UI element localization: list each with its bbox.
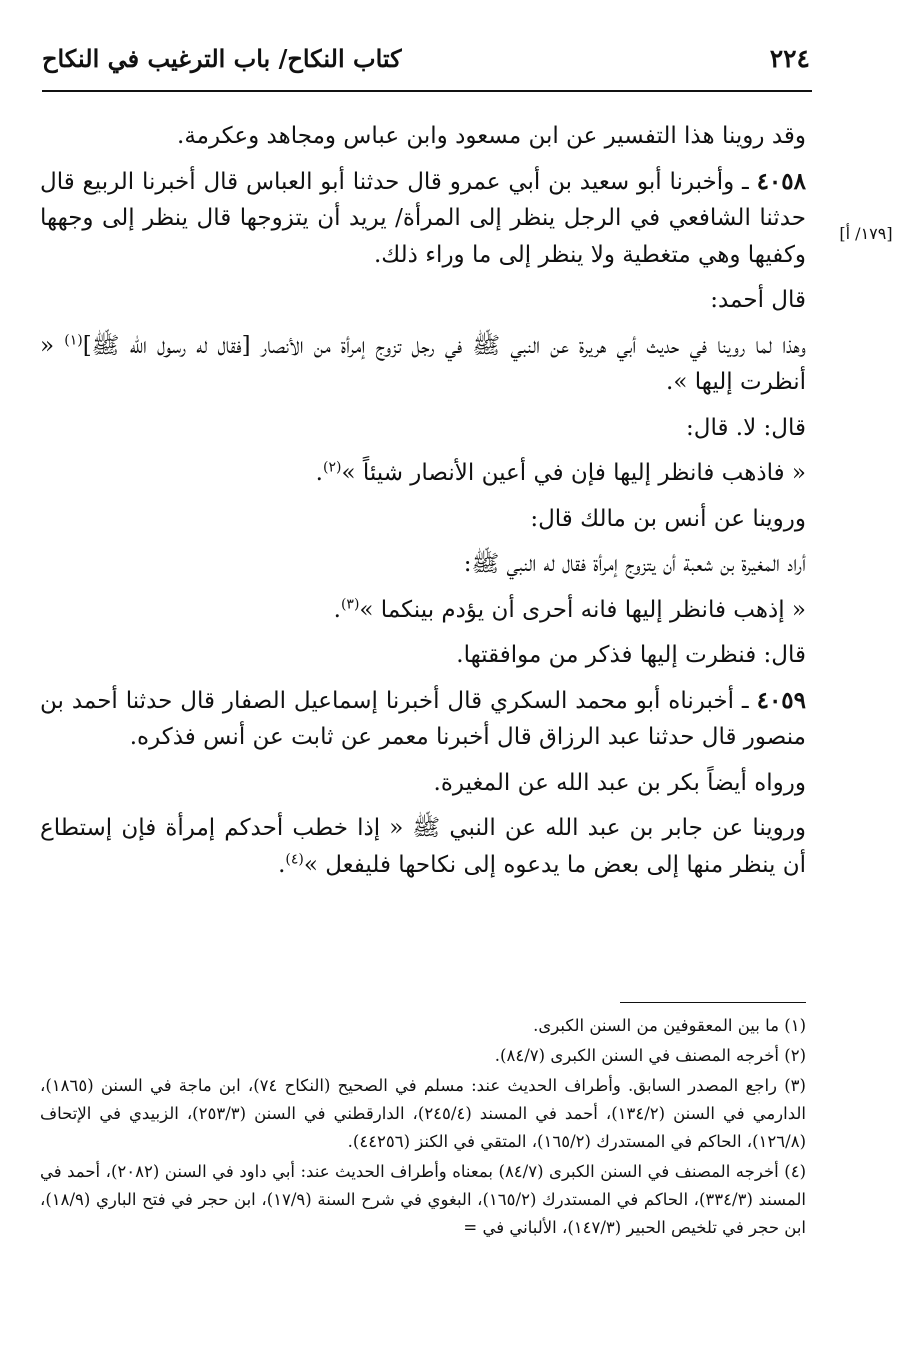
footnote-mark: (١) [784, 1016, 806, 1035]
footnote-mark: (٣) [784, 1076, 806, 1095]
footnote-divider [620, 1002, 806, 1003]
footnote-text: أخرجه المصنف في السنن الكبرى (٨٤/٧) بمعناه وأطراف الحديث عند: أبي داود في السنن (٢٠٨٢)، أحمد في المسند (٣٣٤/٣)، الحاكم في المستدرك (١٦٥/٢)، البغوي في شرح السنة (١٧/٩)، ابن حجر في فتح الباري (١٨/٩)، ابن حجر في تلخيص الحبير (١٤٧/٣)، الألباني في = [40, 1162, 806, 1237]
paragraph-text: وروينا عن أنس بن مالك قال: [530, 505, 806, 532]
page-header [42, 38, 810, 90]
paragraph [40, 118, 806, 155]
paragraph-text: قال: فنظرت إليها فذكر من موافقتها. [456, 642, 806, 668]
footnote-marker[interactable]: (٣) [340, 595, 360, 612]
paragraph-text-tail: . [333, 596, 341, 623]
hadith-number: ٤٠٥٩ [756, 686, 807, 714]
header-divider [42, 90, 812, 92]
paragraph-text: وروينا عن جابر بن عبد الله عن النبي ﷺ « إذا خطب أحدكم إمرأة فإن إستطاع أن ينظر منها إلى بعض ما يدعوه إلى نكاحها فليفعل » [40, 815, 806, 878]
paragraph [40, 501, 806, 538]
footnote-marker[interactable]: (٤) [285, 850, 304, 867]
footnote-marker[interactable]: (١) [64, 331, 83, 348]
footnote [40, 1072, 806, 1156]
paragraph [40, 637, 806, 674]
paragraph [40, 328, 806, 401]
paragraph [40, 410, 806, 447]
paragraph-text: ـ وأخبرنا أبو سعيد بن أبي عمرو قال حدثنا أبو العباس قال أخبرنا الربيع قال حدثنا الشافعي في الرجل ينظر إلى المرأة/ يريد أن يتزوجها قال ينظر إلى وجهها وكفيها وهي متغطية ولا ينظر إلى ما وراء ذلك. [40, 168, 806, 268]
paragraph [40, 282, 806, 319]
margin-folio-note: [١٧٩/ أ] [839, 224, 893, 243]
footnote [40, 1042, 806, 1070]
paragraph [40, 455, 806, 492]
hadith-number: ٤٠٥٨ [756, 167, 806, 195]
paragraph-text: قال أحمد: [710, 287, 806, 313]
footnote-text: ما بين المعقوفين من السنن الكبرى. [533, 1016, 779, 1035]
paragraph-text-tail: « أنظرت إليها ». [40, 332, 806, 395]
paragraph-text: وقد روينا هذا التفسير عن ابن مسعود وابن عباس ومجاهد وعكرمة. [177, 123, 806, 149]
paragraph [40, 592, 806, 629]
footnote [40, 1158, 806, 1242]
footnote-mark: (٢) [784, 1046, 806, 1065]
main-text [40, 118, 806, 892]
footnote-mark: (٤) [784, 1162, 806, 1181]
paragraph-text: « فاذهب فانظر إليها فإن في أعين الأنصار شيئاً » [341, 460, 806, 486]
paragraph-text: ـ أخبرناه أبو محمد السكري قال أخبرنا إسماعيل الصفار قال حدثنا أحمد بن منصور قال حدثنا عبد الرزاق قال أخبرنا معمر عن ثابت عن أنس فذكره. [40, 687, 806, 750]
paragraph-text: « إذهب فانظر إليها فانه أحرى أن يؤدم بينكما » [359, 596, 806, 623]
paragraph-hadith-4059 [40, 683, 806, 756]
paragraph-text: وهذا لما روينا في حديث أبي هريرة عن النبي ﷺ في رجل تزوج إمرأة من الأنصار [فقال له رسول الله ﷺ] [82, 332, 806, 359]
footnote-text: أخرجه المصنف في السنن الكبرى (٨٤/٧). [494, 1046, 779, 1065]
footnote-text: راجع المصدر السابق. وأطراف الحديث عند: مسلم في الصحيح (النكاح ٧٤)، ابن ماجة في السنن (١٨٦٥)، الدارمي في السنن (١٣٤/٢)، أحمد في المسند (٢٤٥/٤)، الدارقطني في السنن (٢٥٣/٣)، الزبيدي في الإتحاف (١٢٦/٨)، الحاكم في المستدرك (١٦٥/٢)، المتقي في الكنز (٤٤٢٥٦). [40, 1076, 806, 1151]
paragraph-text: قال: لا. قال: [686, 414, 806, 441]
footnote-marker[interactable]: (٢) [322, 459, 342, 476]
paragraph-text: أراد المغيرة بن شعبة أن يتزوج إمرأة فقال له النبي ﷺ: [463, 551, 806, 577]
footnotes [40, 1012, 806, 1244]
paragraph-text-tail: . [278, 851, 286, 878]
paragraph [40, 546, 806, 583]
paragraph-text: ورواه أيضاً بكر بن عبد الله عن المغيرة. [433, 769, 806, 796]
running-title: كتاب النكاح/ باب الترغيب في النكاح [42, 44, 402, 73]
paragraph [40, 765, 806, 802]
paragraph [40, 810, 806, 883]
footnote [40, 1012, 806, 1040]
page-number: ٢٢٤ [769, 44, 810, 73]
paragraph-text-tail: . [315, 460, 323, 486]
paragraph-hadith-4058 [40, 164, 806, 274]
